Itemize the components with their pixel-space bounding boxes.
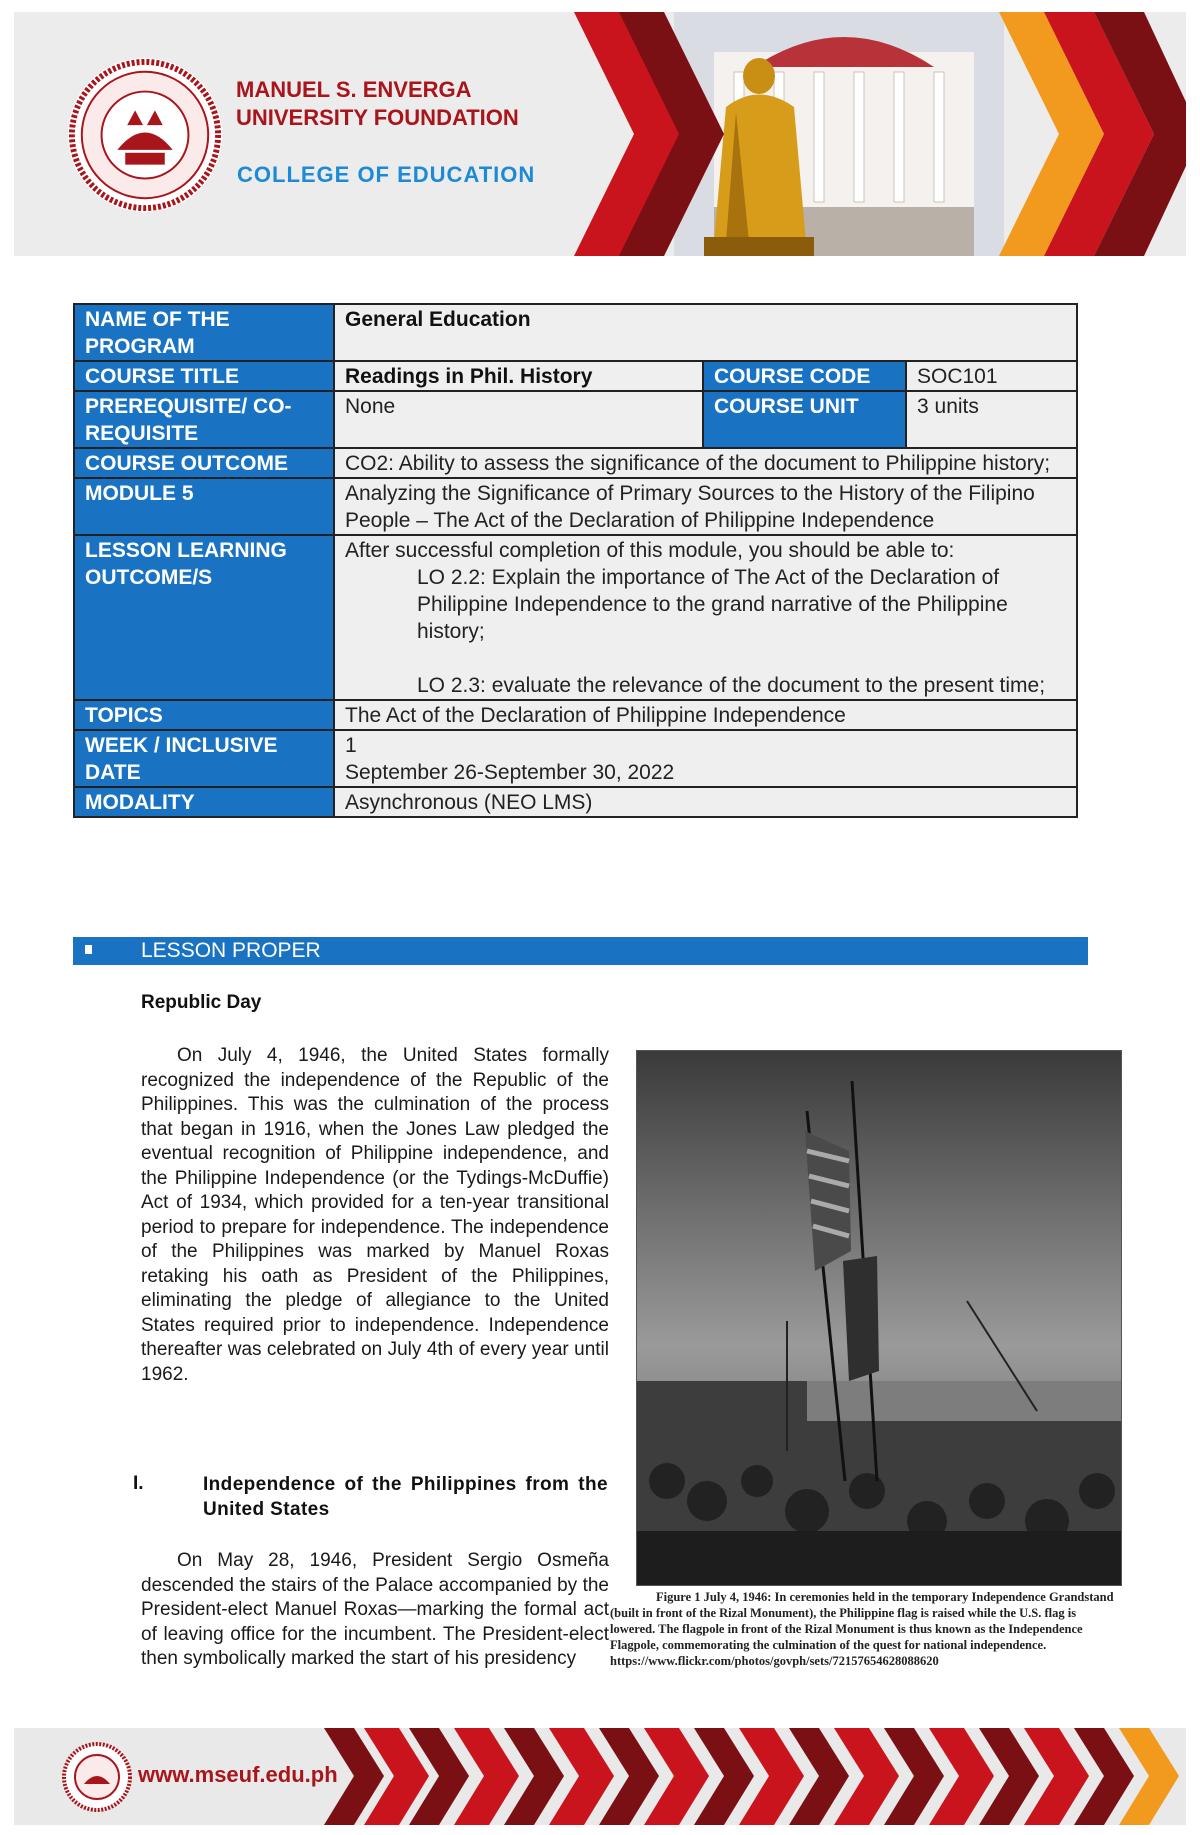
lesson-proper-title: LESSON PROPER xyxy=(141,939,321,962)
course-title-label: COURSE TITLE xyxy=(74,361,334,391)
course-outcome-label: COURSE OUTCOME xyxy=(74,448,334,478)
course-code-value: SOC101 xyxy=(906,361,1077,391)
row-learning-outcomes xyxy=(74,535,1077,700)
topics-value: The Act of the Declaration of Philippine Independence xyxy=(334,700,1077,730)
prerequisite-label: PREREQUISITE/ CO-REQUISITE xyxy=(74,391,334,448)
course-outcome-value: CO2: Ability to assess the significance of the document to Philippine history; xyxy=(334,448,1077,478)
module-label: MODULE 5 xyxy=(74,478,334,535)
program-value: General Education xyxy=(334,304,1077,361)
footer-seal-icon xyxy=(62,1742,132,1812)
subsection-title: Independence of the Philippines from the United States xyxy=(203,1474,608,1520)
lesson-proper-bar xyxy=(73,937,1088,965)
subsection-number: I. xyxy=(133,1473,144,1494)
row-course-title xyxy=(74,361,1077,391)
topics-label: TOPICS xyxy=(74,700,334,730)
paragraph-independence xyxy=(141,1549,609,1672)
learning-outcome-2-2: LO 2.2: Explain the importance of The Act of the Declaration of Philippine Independence to the grand narrative of the Philippine history; xyxy=(417,566,1008,643)
modality-label: MODALITY xyxy=(74,787,334,817)
learning-outcomes-label: LESSON LEARNING OUTCOME/S xyxy=(74,535,334,700)
header-banner xyxy=(14,12,1186,256)
program-label: NAME OF THE PROGRAM xyxy=(74,304,334,361)
week-label: WEEK / INCLUSIVE DATE xyxy=(74,730,334,787)
course-info-table xyxy=(73,303,1078,818)
course-title-value: Readings in Phil. History xyxy=(334,361,703,391)
week-number: 1 xyxy=(345,734,357,757)
paragraph-republic-day-text: On July 4, 1946, the United States formally recognized the independence of the Republic of the Philippines. This was the culmination of the process that began in 1916, when the Jones Law pledged the eventual recognition of Philippine independence, and the Philippine Independence (or the Tydings-McDuffie) Act of 1934, which provided for a ten-year transitional period to prepare for independence. The independence of the Philippines was marked by Manuel Roxas retaking his oath as President of the Philippines, eliminating the pledge of allegiance to the United States required prior to independence. Independence thereafter was celebrated on July 4th of every year until 1962. xyxy=(141,1045,609,1385)
figure-photo xyxy=(636,1050,1122,1586)
modality-value: Asynchronous (NEO LMS) xyxy=(334,787,1077,817)
week-value xyxy=(334,730,1077,787)
course-unit-value: 3 units xyxy=(906,391,1077,448)
figure-caption-text: In ceremonies held in the temporary Independence Grandstand (built in front of the Rizal Monument), the Philippine flag is raised while the U.S. flag is lowered. The flagpole in front of the Rizal Monument is thus known as the Independence Flagpole, commemorating the culmination of the quest for national independence. https://www.flickr.com/photos/govph/sets/72157654628088620 xyxy=(610,1590,1114,1668)
section-heading: Republic Day xyxy=(141,992,262,1013)
footer-banner xyxy=(14,1728,1186,1825)
university-name: MANUEL S. ENVERGA UNIVERSITY FOUNDATION xyxy=(236,77,519,130)
learning-outcomes-value xyxy=(334,535,1077,700)
footer-website-link[interactable]: www.mseuf.edu.ph xyxy=(138,1762,338,1787)
figure-caption xyxy=(610,1589,1122,1669)
inclusive-date: September 26-September 30, 2022 xyxy=(345,761,675,784)
prerequisite-value: None xyxy=(334,391,703,448)
college-name: COLLEGE OF EDUCATION xyxy=(237,162,536,187)
row-course-outcome xyxy=(74,448,1077,478)
flag-raising-image xyxy=(637,1051,1122,1586)
university-seal-icon xyxy=(66,56,224,214)
row-modality xyxy=(74,787,1077,817)
course-unit-label: COURSE UNIT xyxy=(703,391,906,448)
paragraph-independence-text: On May 28, 1946, President Sergio Osmeña descended the stairs of the Palace accompanied by the President-elect Manuel Roxas—marking the formal act of leaving office for the incumbent. The President-elect then symbolically marked the start of his presidency xyxy=(141,1550,609,1669)
row-prerequisite xyxy=(74,391,1077,448)
module-value: Analyzing the Significance of Primary Sources to the History of the Filipino People – The Act of the Declaration of Philippine Independence xyxy=(334,478,1077,535)
row-topics xyxy=(74,700,1077,730)
learning-outcomes-intro: After successful completion of this module, you should be able to: xyxy=(345,539,955,562)
row-module xyxy=(74,478,1077,535)
row-program xyxy=(74,304,1077,361)
square-bullet-icon xyxy=(85,945,92,954)
paragraph-republic-day xyxy=(141,1044,609,1387)
course-code-label: COURSE CODE xyxy=(703,361,906,391)
footer-chevrons xyxy=(324,1728,1179,1825)
row-week xyxy=(74,730,1077,787)
learning-outcome-2-3: LO 2.3: evaluate the relevance of the document to the present time; xyxy=(417,674,1046,697)
figure-caption-label: Figure 1 July 4, 1946: xyxy=(656,1590,772,1604)
